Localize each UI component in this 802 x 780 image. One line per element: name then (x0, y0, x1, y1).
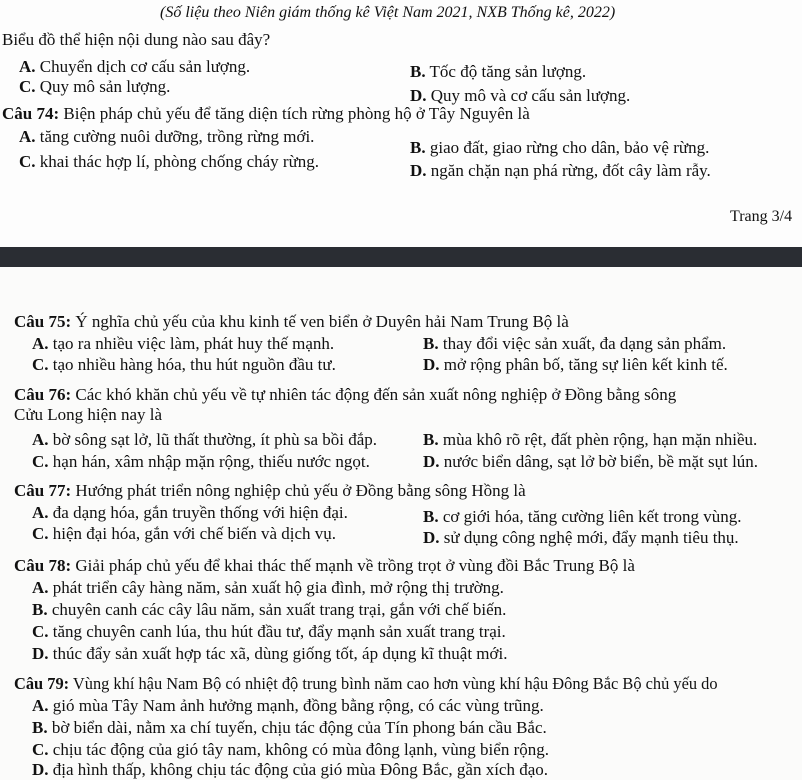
question-74-option-a: A. tăng cường nuôi dưỡng, trồng rừng mới. (19, 127, 315, 146)
question-77-stem: Câu 77: Hướng phát triển nông nghiệp chủ yếu ở Đồng bằng sông Hồng là (14, 481, 526, 500)
page-number: Trang 3/4 (730, 208, 793, 225)
question-79-option-a: A. gió mùa Tây Nam ảnh hưởng mạnh, đồng bằng rộng, có các vùng trũng. (32, 696, 544, 715)
question-77-option-c: C. hiện đại hóa, gắn với chế biến và dịch vụ. (32, 524, 337, 543)
question-79-option-c: C. chịu tác động của gió tây nam, không có mùa đông lạnh, vùng biển rộng. (32, 740, 549, 759)
question-74-option-d: D. ngăn chặn nạn phá rừng, đốt cây làm rẫy. (410, 161, 711, 180)
question-79-option-b: B. bờ biển dài, nằm xa chí tuyến, chịu tác động của Tín phong bán cầu Bắc. (32, 718, 547, 737)
question-79-option-d: D. địa hình thấp, không chịu tác động của gió mùa Đông Bắc, gần xích đạo. (32, 760, 549, 779)
question-78-option-d: D. thúc đẩy sản xuất hợp tác xã, dùng giống tốt, áp dụng kĩ thuật mới. (32, 644, 508, 663)
question-73-option-b: B. Tốc độ tăng sản lượng. (410, 62, 587, 81)
question-78-option-a: A. phát triển cây hàng năm, sản xuất hộ gia đình, mở rộng thị trường. (32, 578, 504, 597)
question-73-option-c: C. Quy mô sản lượng. (19, 77, 171, 96)
question-76-stem: Câu 76: Các khó khăn chủ yếu về tự nhiên tác động đến sản xuất nông nghiệp ở Đồng bằng sông (14, 385, 677, 404)
question-78-option-c: C. tăng chuyên canh lúa, thu hút đầu tư, đẩy mạnh sản xuất trang trại. (32, 622, 506, 641)
question-76-option-b: B. mùa khô rõ rệt, đất phèn rộng, hạn mặn nhiều. (423, 430, 758, 449)
question-75-option-d: D. mở rộng phân bố, tăng sự liên kết kinh tế. (423, 355, 728, 374)
exam-page-3-bottom (0, 0, 802, 247)
question-77-option-a: A. đa dạng hóa, gắn truyền thống với hiện đại. (32, 503, 348, 522)
question-74-stem: Câu 74: Biện pháp chủ yếu để tăng diện tích rừng phòng hộ ở Tây Nguyên là (2, 104, 530, 123)
question-75-stem: Câu 75: Ý nghĩa chủ yếu của khu kinh tế ven biển ở Duyên hải Nam Trung Bộ là (14, 312, 569, 331)
question-73-option-d: D. Quy mô và cơ cấu sản lượng. (410, 86, 631, 105)
question-73-stem: Biểu đồ thể hiện nội dung nào sau đây? (2, 30, 271, 49)
page-separator (0, 247, 802, 267)
question-76-option-d: D. nước biển dâng, sạt lở bờ biển, bề mặt sụt lún. (423, 452, 759, 471)
question-76-option-a: A. bờ sông sạt lở, lũ thất thường, ít phù sa bồi đắp. (32, 430, 378, 449)
question-77-option-b: B. cơ giới hóa, tăng cường liên kết trong vùng. (423, 507, 742, 526)
question-73-option-a: A. Chuyển dịch cơ cấu sản lượng. (19, 57, 251, 76)
question-75-option-c: C. tạo nhiều hàng hóa, thu hút nguồn đầu tư. (32, 355, 336, 374)
question-75-option-b: B. thay đổi việc sản xuất, đa dạng sản phẩm. (423, 334, 727, 353)
data-source-note: (Số liệu theo Niên giám thống kê Việt Nam 2021, NXB Thống kê, 2022) (160, 4, 616, 21)
question-79-stem: Câu 79: Vùng khí hậu Nam Bộ có nhiệt độ trung bình năm cao hơn vùng khí hậu Đông Bắc Bộ chủ yếu do (14, 674, 718, 693)
question-77-option-d: D. sử dụng công nghệ mới, đẩy mạnh tiêu thụ. (423, 528, 739, 547)
question-76-stem-line2: Cửu Long hiện nay là (14, 405, 163, 424)
question-75-option-a: A. tạo ra nhiều việc làm, phát huy thế mạnh. (32, 334, 335, 353)
question-76-option-c: C. hạn hán, xâm nhập mặn rộng, thiếu nước ngọt. (32, 452, 370, 471)
question-78-option-b: B. chuyên canh các cây lâu năm, sản xuất trang trại, gắn với chế biến. (32, 600, 507, 619)
question-74-option-b: B. giao đất, giao rừng cho dân, bảo vệ rừng. (410, 138, 710, 157)
question-74-option-c: C. khai thác hợp lí, phòng chống cháy rừng. (19, 152, 320, 171)
question-78-stem: Câu 78: Giải pháp chủ yếu để khai thác thế mạnh về trồng trọt ở vùng đồi Bắc Trung Bộ là (14, 556, 635, 575)
